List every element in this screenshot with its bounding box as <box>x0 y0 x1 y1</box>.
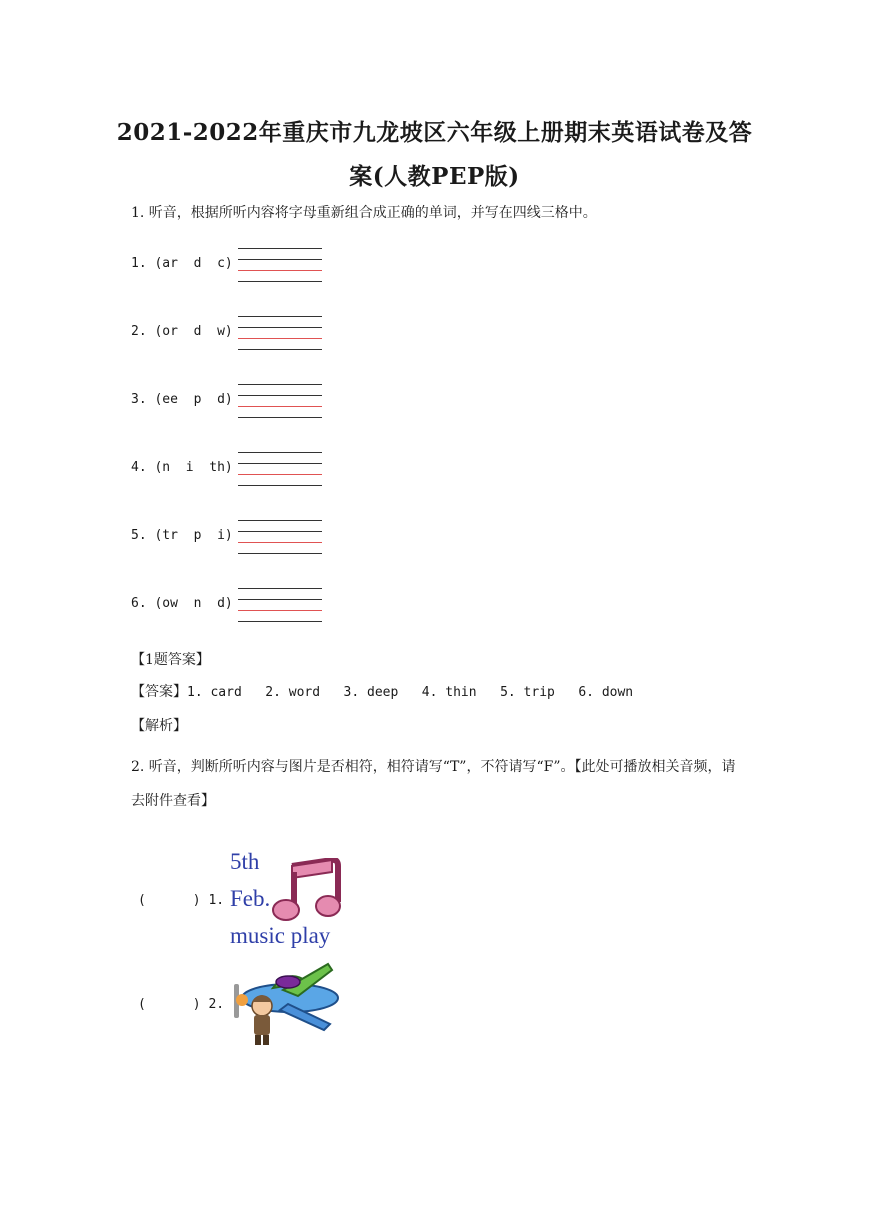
q2-row-1-label: ( ) 1. <box>138 893 225 908</box>
answer-text: 1. card 2. word 3. deep 4. thin 5. trip 6. down <box>187 685 634 700</box>
doc-title-line1: 2021-2022年重庆市九龙坡区六年级上册期末英语试卷及答 <box>116 119 753 146</box>
q1-item-label: 1. (ar d c) <box>131 256 233 271</box>
q1-item-label: 4. (n i th) <box>131 460 233 475</box>
four-line-grid <box>238 586 322 624</box>
answer-line <box>131 681 633 701</box>
q1-item <box>131 382 391 420</box>
q1-instruction: 1. 听音，根据所听内容将字母重新组合成正确的单词，并写在四线三格中。 <box>131 205 597 221</box>
picture-text-date: 5th <box>230 849 260 874</box>
q1-item <box>131 314 391 352</box>
q1-item-label: 6. (ow n d) <box>131 596 233 611</box>
four-line-grid <box>238 518 322 556</box>
q1-item-label: 2. (or d w) <box>131 324 233 339</box>
answer-heading: 【1题答案】 <box>131 652 210 668</box>
doc-title-line2: 案(人教PEP版) <box>349 163 520 190</box>
music-note-icon <box>272 858 342 924</box>
airplane-pilot-icon <box>228 960 346 1048</box>
four-line-grid <box>238 450 322 488</box>
picture-text-event: music play <box>230 923 331 948</box>
q1-item <box>131 450 391 488</box>
q1-item-label: 5. (tr p i) <box>131 528 233 543</box>
answer-prefix: 【答案】 <box>131 684 187 700</box>
picture-text-month: Feb. <box>230 886 271 911</box>
q2-instruction: 2. 听音，判断所听内容与图片是否相符，相符请写“T”，不符请写“F”。【此处可播放相关音频，请去附件查看】 <box>131 759 736 809</box>
q2-row-2-label: ( ) 2. <box>138 997 225 1012</box>
four-line-grid <box>238 382 322 420</box>
q1-item <box>131 518 391 556</box>
q1-item-label: 3. (ee p d) <box>131 392 233 407</box>
four-line-grid <box>238 246 322 284</box>
q1-item <box>131 586 391 624</box>
analysis-heading: 【解析】 <box>131 718 187 734</box>
q1-item <box>131 246 391 284</box>
four-line-grid <box>238 314 322 352</box>
